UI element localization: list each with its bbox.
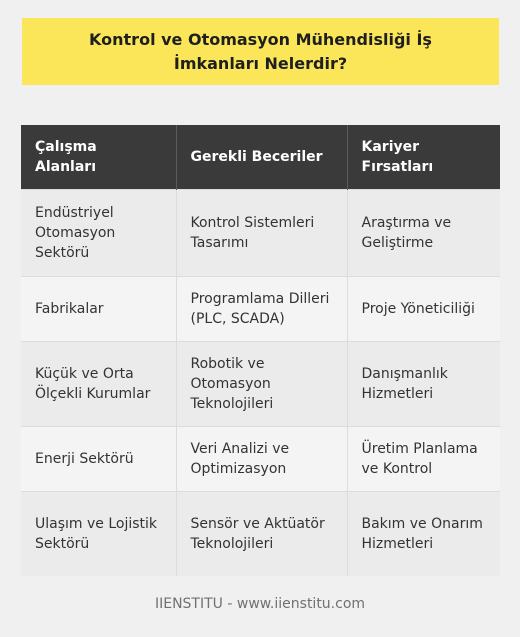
column-header-skills: Gerekli Beceriler [176, 125, 347, 189]
page-title: Kontrol ve Otomasyon Mühendisliği İş İmkanları Nelerdir? [89, 29, 432, 73]
table-row [21, 491, 500, 576]
table-cell: Küçük ve Orta Ölçekli Kurumlar [21, 341, 176, 426]
table-row [21, 426, 500, 491]
table-cell: Üretim Planlama ve Kontrol [347, 426, 500, 491]
table-cell: Enerji Sektörü [21, 426, 176, 491]
table-cell: Endüstriyel Otomasyon Sektörü [21, 189, 176, 276]
table-row [21, 189, 500, 276]
table-cell: Robotik ve Otomasyon Teknolojileri [176, 341, 347, 426]
column-header-careers: Kariyer Fırsatları [347, 125, 500, 189]
table-cell: Kontrol Sistemleri Tasarımı [176, 189, 347, 276]
table-cell: Programlama Dilleri (PLC, SCADA) [176, 276, 347, 341]
footer-credit: IIENSTITU - www.iienstitu.com [154, 596, 366, 612]
career-table [21, 125, 500, 576]
table-row [21, 341, 500, 426]
table-header-row [21, 125, 500, 189]
table-cell: Ulaşım ve Lojistik Sektörü [21, 491, 176, 576]
table-cell: Araştırma ve Geliştirme [347, 189, 500, 276]
title-banner [22, 18, 499, 85]
table-cell: Proje Yöneticiliği [347, 276, 500, 341]
table-cell: Veri Analizi ve Optimizasyon [176, 426, 347, 491]
table-cell: Fabrikalar [21, 276, 176, 341]
table-row [21, 276, 500, 341]
table-cell: Bakım ve Onarım Hizmetleri [347, 491, 500, 576]
table-cell: Sensör ve Aktüatör Teknolojileri [176, 491, 347, 576]
table-cell: Danışmanlık Hizmetleri [347, 341, 500, 426]
column-header-work-areas: Çalışma Alanları [21, 125, 176, 189]
